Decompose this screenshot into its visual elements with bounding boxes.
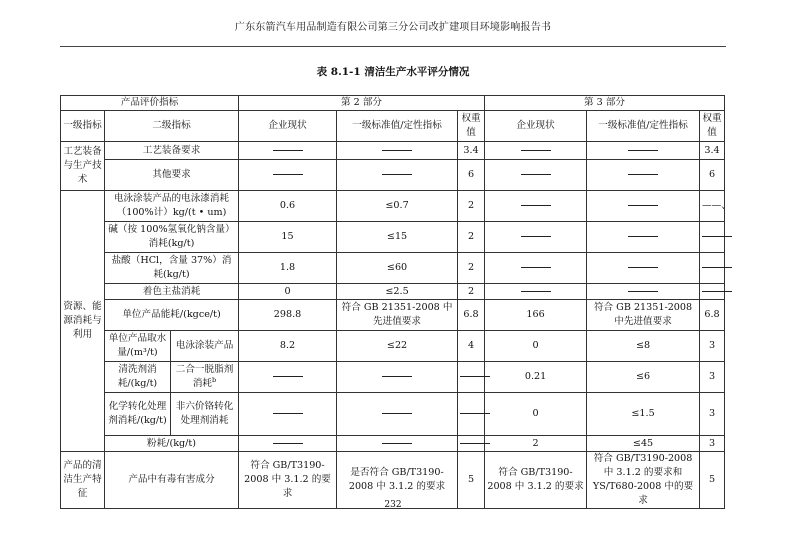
p3-standard: 符合 GB 21351-2008 中先进值要求 [587, 300, 700, 331]
dash [460, 376, 490, 377]
dash [521, 236, 551, 237]
table-row [61, 253, 725, 284]
row-name: 着色主盐消耗 [105, 284, 239, 300]
table-row [61, 362, 725, 393]
p2-company: 0.6 [239, 191, 337, 222]
p2-standard: ≤60 [337, 253, 458, 284]
p3-company: 166 [485, 300, 587, 331]
table-row [61, 222, 725, 253]
row-name: 化学转化处理剂消耗/(kg/t) [105, 393, 171, 436]
p3-standard: ≤8 [587, 331, 700, 362]
p2-company: 符合 GB/T3190-2008 中 3.1.2 的要求 [239, 452, 337, 509]
col-header-level1: 一级指标 [61, 111, 105, 142]
dash [460, 413, 490, 414]
dash [521, 205, 551, 206]
row-subname: 电泳涂装产品 [171, 331, 239, 362]
dash [521, 174, 551, 175]
row-name: 单位产品取水量/(m³/t) [105, 331, 171, 362]
p3-standard [587, 142, 700, 160]
p3-weight: 3 [700, 331, 725, 362]
p3-company: 0.21 [485, 362, 587, 393]
row-name: 碱（按 100%氢氧化钠含量）消耗(kg/t) [105, 222, 239, 253]
dash [521, 150, 551, 151]
table-row [61, 142, 725, 160]
dash [702, 267, 732, 268]
p3-weight [700, 253, 725, 284]
p2-company: 0 [239, 284, 337, 300]
dash [382, 150, 412, 151]
dash [702, 236, 732, 237]
p3-weight: 3 [700, 436, 725, 452]
p3-weight: ——、 [700, 191, 725, 222]
p2-company: 15 [239, 222, 337, 253]
p2-standard: 符合 GB 21351-2008 中先进值要求 [337, 300, 458, 331]
p2-company [239, 142, 337, 160]
table-subheader-row [61, 111, 725, 142]
p2-company [239, 436, 337, 452]
table-row [61, 160, 725, 191]
p2-standard: 是否符合 GB/T3190-2008 中 3.1.2 的要求 [337, 452, 458, 509]
dash [273, 443, 303, 444]
p3-weight: 6 [700, 160, 725, 191]
p2-weight: 4 [458, 331, 485, 362]
p2-company: 298.8 [239, 300, 337, 331]
table-row [61, 300, 725, 331]
dash [702, 291, 732, 292]
col-header-p3-standard: 一级标准值/定性指标 [587, 111, 700, 142]
p3-standard: 符合 GB/T3190-2008 中 3.1.2 的要求和 YS/T680-2008 中的要求 [587, 452, 700, 509]
row-subname: 非六价铬转化处理剂消耗 [171, 393, 239, 436]
col-header-p2-company: 企业现状 [239, 111, 337, 142]
dash [382, 443, 412, 444]
p2-weight [458, 436, 485, 452]
col-header-indicators: 产品评价指标 [61, 96, 239, 111]
p2-standard [337, 142, 458, 160]
col-header-part2: 第 2 部分 [239, 96, 485, 111]
table-row [61, 331, 725, 362]
p3-standard [587, 222, 700, 253]
dash [521, 291, 551, 292]
dash [273, 174, 303, 175]
p3-weight [700, 222, 725, 253]
dash [628, 236, 658, 237]
p2-weight: 2 [458, 284, 485, 300]
dash [628, 291, 658, 292]
table-caption: 表 8.1-1 清洁生产水平评分情况 [316, 66, 470, 78]
group-product: 产品的清洁生产特征 [61, 452, 105, 509]
p3-weight: 3 [700, 393, 725, 436]
p2-standard [337, 160, 458, 191]
p2-standard [337, 393, 458, 436]
page-number: 232 [384, 500, 402, 510]
running-header: 广东东箭汽车用品制造有限公司第三分公司改扩建项目环境影响报告书 [60, 6, 726, 47]
p3-standard [587, 160, 700, 191]
p2-weight: 6 [458, 160, 485, 191]
p3-company: 0 [485, 393, 587, 436]
p3-company [485, 284, 587, 300]
p2-standard: ≤15 [337, 222, 458, 253]
row-name: 电泳涂装产品的电泳漆消耗（100%计）kg/(t • um) [105, 191, 239, 222]
table-row [61, 284, 725, 300]
group-resource: 资源、能源消耗与利用 [61, 191, 105, 452]
table-row [61, 191, 725, 222]
dash [273, 150, 303, 151]
p2-standard [337, 362, 458, 393]
col-header-level2: 二级指标 [105, 111, 239, 142]
group-process: 工艺装备与生产技术 [61, 142, 105, 191]
p2-company: 1.8 [239, 253, 337, 284]
p3-standard [587, 253, 700, 284]
p2-standard [337, 436, 458, 452]
p2-weight [458, 393, 485, 436]
dash [273, 413, 303, 414]
p3-weight: 3.4 [700, 142, 725, 160]
p3-standard: ≤6 [587, 362, 700, 393]
col-header-part3: 第 3 部分 [485, 96, 725, 111]
dash [628, 174, 658, 175]
row-name: 清洗剂消耗/(kg/t) [105, 362, 171, 393]
col-header-p2-weight: 权重值 [458, 111, 485, 142]
p3-standard: ≤1.5 [587, 393, 700, 436]
p3-weight: 3 [700, 362, 725, 393]
dash [460, 443, 490, 444]
p3-standard [587, 284, 700, 300]
p3-weight [700, 284, 725, 300]
dash [521, 267, 551, 268]
dash [273, 376, 303, 377]
p2-weight [458, 362, 485, 393]
row-name: 其他要求 [105, 160, 239, 191]
p3-company [485, 142, 587, 160]
table-row [61, 436, 725, 452]
dash [382, 174, 412, 175]
p2-standard: ≤22 [337, 331, 458, 362]
p2-weight: 2 [458, 253, 485, 284]
row-name: 盐酸（HCl，含量 37%）消耗(kg/t) [105, 253, 239, 284]
p2-company [239, 393, 337, 436]
dash [628, 267, 658, 268]
p2-company [239, 160, 337, 191]
p3-weight: 6.8 [700, 300, 725, 331]
dash [382, 376, 412, 377]
p3-company [485, 253, 587, 284]
table-row [61, 393, 725, 436]
p2-company: 8.2 [239, 331, 337, 362]
p3-standard [587, 191, 700, 222]
row-subname-text: 二合一脱脂剂消耗 [175, 364, 234, 389]
dash [628, 205, 658, 206]
p3-company [485, 191, 587, 222]
row-name: 单位产品能耗/(kgce/t) [105, 300, 239, 331]
p3-standard: ≤45 [587, 436, 700, 452]
row-name: 工艺装备要求 [105, 142, 239, 160]
dash [382, 413, 412, 414]
row-name: 粉耗/(kg/t) [105, 436, 239, 452]
p3-weight: 5 [700, 452, 725, 509]
p3-company [485, 160, 587, 191]
p2-standard: ≤0.7 [337, 191, 458, 222]
p3-company: 符合 GB/T3190-2008 中 3.1.2 的要求 [485, 452, 587, 509]
col-header-p3-company: 企业现状 [485, 111, 587, 142]
p2-company [239, 362, 337, 393]
clean-production-score-table [60, 95, 731, 509]
dash [628, 150, 658, 151]
footnote-marker: b [212, 375, 217, 384]
col-header-p3-weight: 权重值 [700, 111, 725, 142]
table-header-row [61, 96, 725, 111]
p2-weight: 5 [458, 452, 485, 509]
p2-weight: 2 [458, 191, 485, 222]
p2-weight: 3.4 [458, 142, 485, 160]
row-name: 产品中有毒有害成分 [105, 452, 239, 509]
p3-company: 2 [485, 436, 587, 452]
col-header-p2-standard: 一级标准值/定性指标 [337, 111, 458, 142]
p2-weight: 6.8 [458, 300, 485, 331]
row-subname [171, 362, 239, 393]
p3-company [485, 222, 587, 253]
p2-standard: ≤2.5 [337, 284, 458, 300]
p3-company: 0 [485, 331, 587, 362]
p2-weight: 2 [458, 222, 485, 253]
